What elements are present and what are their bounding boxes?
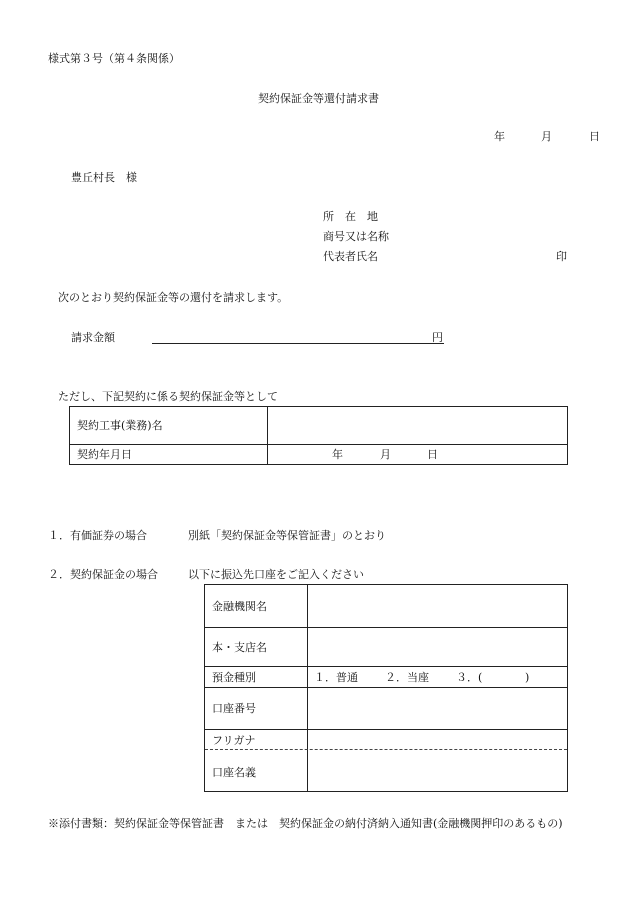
contract-date-label: 契約年月日 — [77, 448, 132, 461]
bank-name-label: 金融機関名 — [212, 600, 267, 613]
representative-label: 代表者氏名 — [323, 250, 378, 263]
furigana-field[interactable] — [310, 732, 562, 747]
seal-mark: 印 — [556, 250, 567, 263]
contract-name-field[interactable] — [270, 410, 562, 442]
case2-text: 以下に振込先口座をご記入ください — [188, 568, 364, 581]
form-number: 様式第３号（第４条関係） — [48, 52, 180, 65]
contract-name-label: 契約工事(業務)名 — [77, 419, 163, 432]
contract-date-year[interactable]: 年 — [332, 448, 343, 461]
case1-text: 別紙「契約保証金等保管証書」のとおり — [188, 529, 386, 542]
account-holder-label: 口座名義 — [212, 766, 256, 779]
company-name-label: 商号又は名称 — [323, 230, 389, 243]
deposit-type-current[interactable]: ２．当座 — [385, 671, 429, 684]
amount-label: 請求金額 — [71, 331, 115, 344]
deposit-type-ordinary[interactable]: １．普通 — [314, 671, 358, 684]
request-statement: 次のとおり契約保証金等の還付を請求します。 — [58, 291, 289, 304]
proviso-text: ただし、下記契約に係る契約保証金等として — [58, 390, 278, 403]
attachments-note: ※添付書類：契約保証金等保管証書 または 契約保証金の納付済納入通知書(金融機関押印のあるもの) — [48, 817, 563, 830]
furigana-label: フリガナ — [212, 734, 256, 747]
bank-account-table — [204, 584, 568, 792]
account-holder-field[interactable] — [310, 752, 562, 788]
contract-table — [69, 406, 568, 465]
deposit-type-label: 預金種別 — [212, 671, 256, 684]
deposit-type-other[interactable]: ３．( — [456, 671, 483, 684]
addressee: 豊丘村長 様 — [71, 171, 137, 184]
document-title: 契約保証金等還付請求書 — [258, 92, 379, 105]
account-number-field[interactable] — [310, 690, 562, 726]
address-label: 所 在 地 — [323, 210, 378, 223]
date-month-label: 月 — [541, 130, 552, 143]
branch-name-field[interactable] — [310, 630, 562, 663]
date-day-label: 日 — [589, 130, 600, 143]
amount-field[interactable] — [152, 343, 444, 344]
deposit-type-close-paren: ) — [525, 671, 530, 684]
case1-label: １．有価証券の場合 — [48, 529, 147, 542]
contract-date-month[interactable]: 月 — [380, 448, 391, 461]
case2-label: ２．契約保証金の場合 — [48, 568, 158, 581]
amount-unit: 円 — [432, 331, 443, 344]
account-number-label: 口座番号 — [212, 702, 256, 715]
bank-name-field[interactable] — [310, 588, 562, 624]
branch-name-label: 本・支店名 — [212, 641, 267, 654]
contract-date-day[interactable]: 日 — [427, 448, 438, 461]
date-year-label: 年 — [494, 130, 505, 143]
